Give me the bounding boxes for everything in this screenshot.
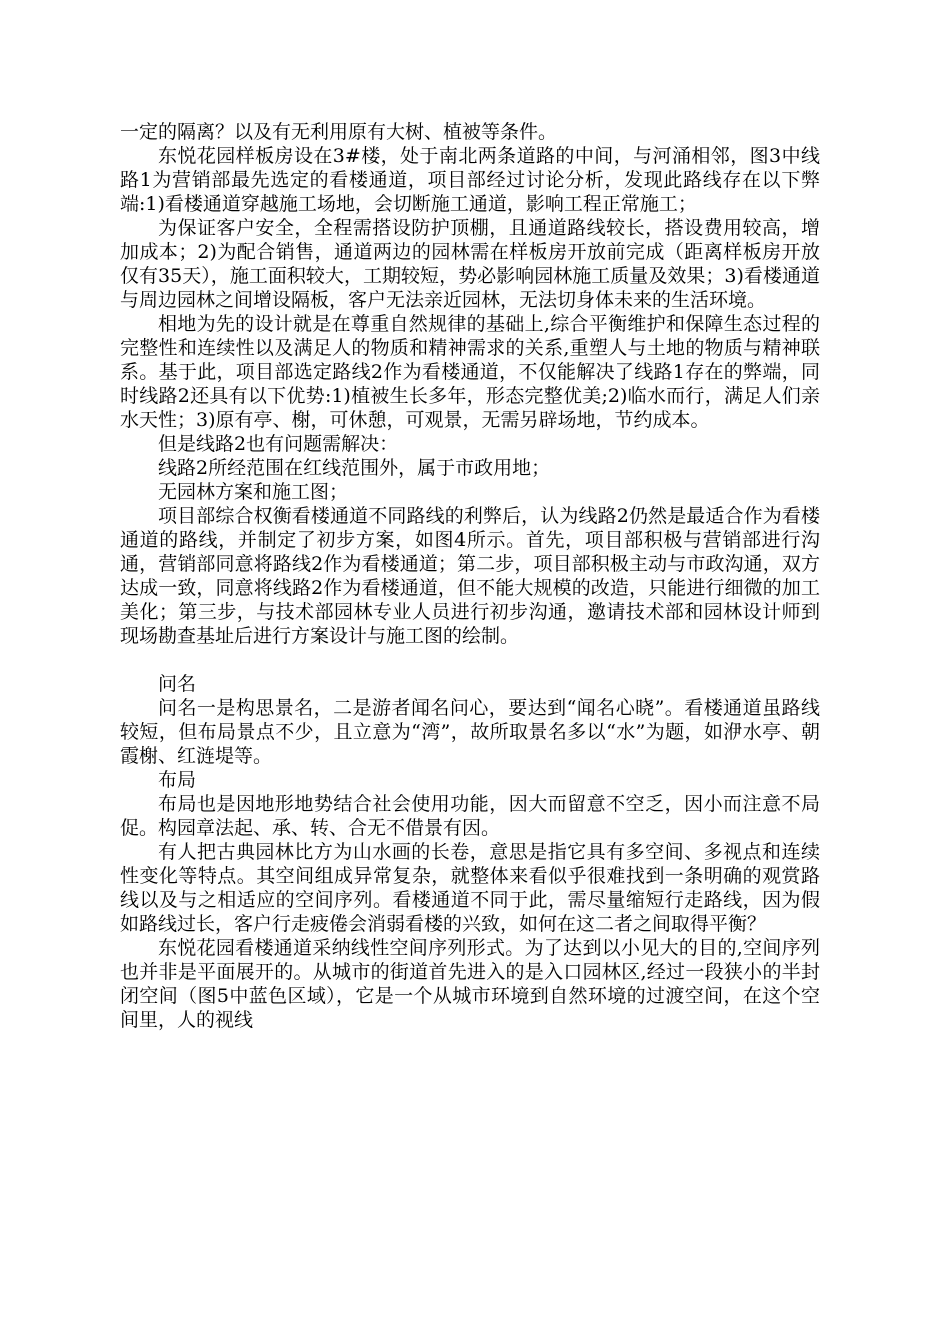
paragraph-continuation: 一定的隔离？以及有无利用原有大树、植被等条件。: [120, 121, 558, 143]
paragraph-wenming: 问名一是构思景名，二是游者闻名问心，要达到“闻名心晓”。看楼通道虽路线较短，但布局景点不少，且立意为“湾”，故所取景名多以“水”为题，如洢水亭、朝霞榭、红涟堤等。: [120, 697, 820, 767]
paragraph-no-drawings: 无园林方案和施工图；: [158, 481, 349, 503]
paragraph-route2-problems: 但是线路2也有问题需解决：: [158, 433, 399, 455]
heading-buju: 布局: [158, 769, 197, 791]
blank-line: [120, 648, 820, 672]
paragraph-municipal-land: 线路2所经范围在红线范围外，属于市政用地；: [158, 457, 551, 479]
document-body: [120, 120, 820, 1032]
paragraph-site-selection: 相地为先的设计就是在尊重自然规律的基础上,综合平衡维护和保障生态过程的完整性和连续性以及满足人的物质和精神需求的关系,重塑人与土地的物质与精神联系。基于此，项目部选定路线2作为看楼通道，不仅能解决了线路1存在的弊端，同时线路2还具有以下优势:1)植被生长多年，形态完整优美;2)临水而行，满足人们亲水天性；3)原有亭、榭，可休憩，可观景，无需另辟场地，节约成本。: [120, 313, 820, 431]
paragraph-sample-house-route: 东悦花园样板房设在3#楼，处于南北两条道路的中间，与河涌相邻，图3中线路1为营销部最先选定的看楼通道，项目部经过讨论分析，发现此路线存在以下弊端:1)看楼通道穿越施工场地，会切断施工通道，影响工程正常施工；: [120, 145, 820, 215]
paragraph-classical-garden: 有人把古典园林比方为山水画的长卷，意思是指它具有多空间、多视点和连续性变化等特点。其空间组成异常复杂，就整体来看似乎很难找到一条明确的观赏路线以及与之相适应的空间序列。看楼通道不同于此，需尽量缩短行走路线，因为假如路线过长，客户行走疲倦会消弱看楼的兴致，如何在这二者之间取得平衡？: [120, 841, 820, 935]
paragraph-spatial-sequence: 东悦花园看楼通道采纳线性空间序列形式。为了达到以小见大的目的,空间序列也并非是平面展开的。从城市的街道首先进入的是入口园林区,经过一段狭小的半封闭空间（图5中蓝色区域），它是一个从城市环境到自然环境的过渡空间，在这个空间里，人的视线: [120, 937, 820, 1031]
heading-wenming: 问名: [158, 673, 197, 695]
paragraph-plan-steps: 项目部综合权衡看楼通道不同路线的利弊后，认为线路2仍然是最适合作为看楼通道的路线，并制定了初步方案，如图4所示。首先，项目部积极与营销部进行沟通，营销部同意将路线2作为看楼通道；第二步，项目部积极主动与市政沟通，双方达成一致，同意将线路2作为看楼通道，但不能大规模的改造，只能进行细微的加工美化；第三步，与技术部园林专业人员进行初步沟通，邀请技术部和园林设计师到现场勘查基址后进行方案设计与施工图的绘制。: [120, 505, 820, 647]
paragraph-route1-drawbacks: 为保证客户安全，全程需搭设防护顶棚，且通道路线较长，搭设费用较高，增加成本；2)为配合销售，通道两边的园林需在样板房开放前完成（距离样板房开放仅有35天），施工面积较大，工期较短，势必影响园林施工质量及效果；3)看楼通道与周边园林之间增设隔板，客户无法亲近园林，无法切身体未来的生活环境。: [120, 217, 820, 311]
paragraph-buju: 布局也是因地形地势结合社会使用功能，因大而留意不空乏，因小而注意不局促。构园章法起、承、转、合无不借景有因。: [120, 793, 820, 839]
